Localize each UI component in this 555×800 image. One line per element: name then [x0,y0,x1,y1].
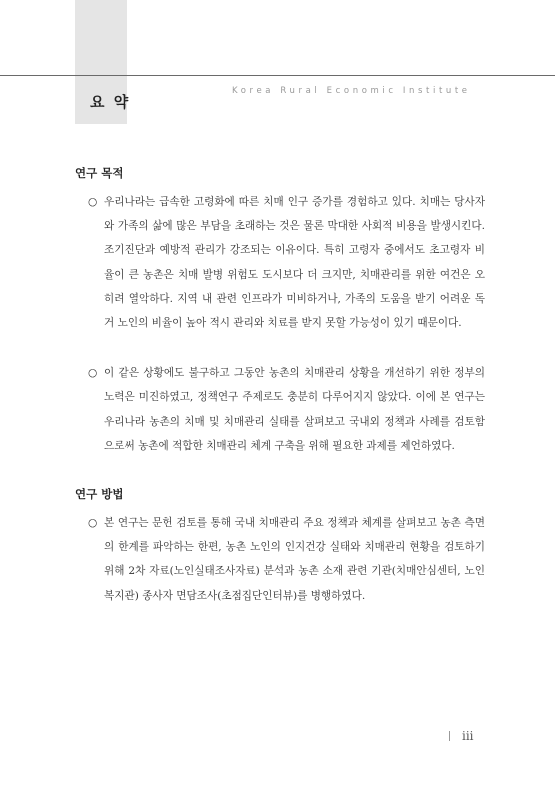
purpose-paragraph-1 [75,190,485,335]
header-rule [0,75,555,76]
paragraph-text: 우리나라는 급속한 고령화에 따른 치매 인구 증가를 경험하고 있다. 치매는 당사자와 가족의 삶에 많은 부담을 초래하는 것은 물론 막대한 사회적 비용을 발생시킨다. 조기진단과 예방적 관리가 강조되는 이유이다. 특히 고령자 중에서도 초고령자 비율이 큰 농촌은 치매 발병 위험도 도시보다 더 크지만, 치매관리를 위한 여건은 오히려 열악하다. 지역 내 관련 인프라가 미비하거나, 가족의 도움을 받기 어려운 독거 노인의 비율이 높아 적시 관리와 치료를 받지 못할 가능성이 있기 때문이다. [104,196,485,330]
section-heading-method: 연구 방법 [75,487,124,502]
paragraph-text: 이 같은 상황에도 불구하고 그동안 농촌의 치매관리 상황을 개선하기 위한 정부의 노력은 미진하였고, 정책연구 주제로도 충분히 다루어지지 않았다. 이에 본 연구는 우리나라 농촌의 치매 및 치매관리 실태를 살펴보고 국내외 정책과 사례를 검토함으로써 농촌에 적합한 치매관리 체계 구축을 위해 필요한 과제를 제언하였다. [104,367,485,452]
summary-content [75,165,485,608]
page-separator [449,731,450,741]
paragraph-text: 본 연구는 문헌 검토를 통해 국내 치매관리 주요 정책과 체계를 살펴보고 농촌 측면의 한계를 파악하는 한편, 농촌 노인의 인지건강 실태와 치매관리 현황을 검토하기 위해 2차 자료(노인실태조사자료) 분석과 농촌 소재 관련 기관(치매안심센터, 노인복지관) 종사자 면담조사(초점집단인터뷰)를 병행하였다. [104,517,485,602]
page-number [449,729,474,743]
circle-bullet-icon: ○ [88,367,98,380]
page-title: 요 약 [90,93,131,111]
institute-name: Korea Rural Economic Institute [232,86,471,96]
section-heading-purpose: 연구 목적 [75,166,124,180]
circle-bullet-icon: ○ [88,517,98,530]
page-number-text: iii [462,729,474,743]
purpose-paragraph-2 [75,361,485,458]
circle-bullet-icon: ○ [88,196,98,208]
method-paragraph-1 [75,511,485,608]
